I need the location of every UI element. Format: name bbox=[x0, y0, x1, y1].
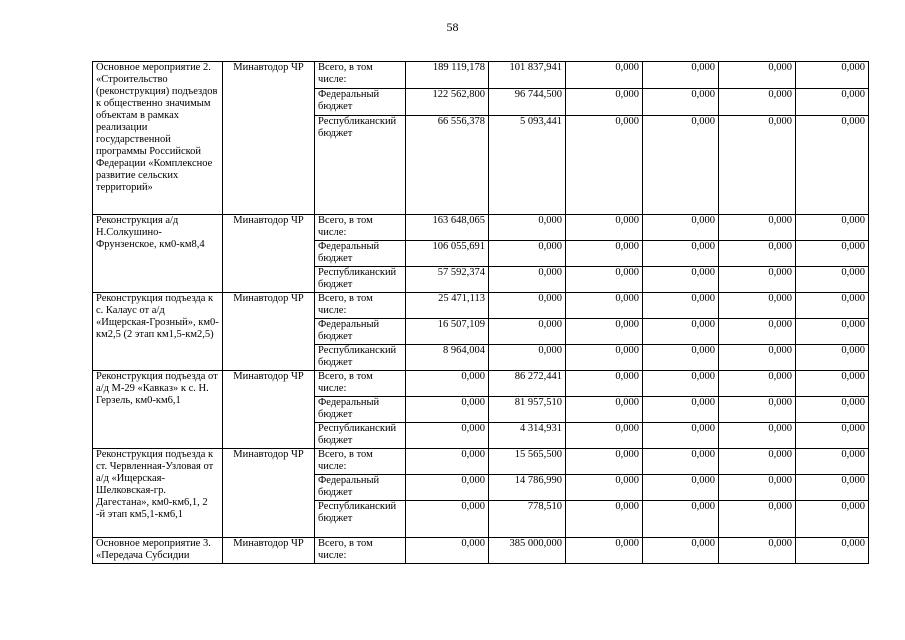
amount-cell: 0,000 bbox=[643, 538, 719, 564]
amount-cell: 0,000 bbox=[406, 501, 489, 538]
amount-cell: 0,000 bbox=[719, 501, 796, 538]
amount-cell: 0,000 bbox=[566, 89, 643, 116]
amount-cell: 0,000 bbox=[796, 319, 869, 345]
amount-cell: 66 556,378 bbox=[406, 116, 489, 215]
funding-source: Республиканский бюджет bbox=[315, 501, 406, 538]
funding-source: Республиканский бюджет bbox=[315, 423, 406, 449]
amount-cell: 0,000 bbox=[796, 501, 869, 538]
amount-cell: 0,000 bbox=[643, 116, 719, 215]
amount-cell: 0,000 bbox=[406, 475, 489, 501]
table-row bbox=[93, 538, 869, 564]
funding-source: Республиканский бюджет bbox=[315, 345, 406, 371]
amount-cell: 0,000 bbox=[406, 371, 489, 397]
amount-cell: 0,000 bbox=[643, 423, 719, 449]
amount-cell: 0,000 bbox=[719, 293, 796, 319]
budget-table bbox=[92, 61, 869, 564]
amount-cell: 0,000 bbox=[566, 475, 643, 501]
amount-cell: 0,000 bbox=[406, 423, 489, 449]
funding-source: Федеральный бюджет bbox=[315, 241, 406, 267]
amount-cell: 0,000 bbox=[489, 215, 566, 241]
amount-cell: 0,000 bbox=[489, 345, 566, 371]
table-row bbox=[93, 215, 869, 241]
amount-cell: 0,000 bbox=[643, 345, 719, 371]
funding-source: Всего, в том числе: bbox=[315, 215, 406, 241]
table-row bbox=[93, 293, 869, 319]
amount-cell: 0,000 bbox=[719, 215, 796, 241]
amount-cell: 0,000 bbox=[566, 319, 643, 345]
amount-cell: 0,000 bbox=[719, 449, 796, 475]
table-row bbox=[93, 62, 869, 89]
amount-cell: 0,000 bbox=[566, 293, 643, 319]
amount-cell: 15 565,500 bbox=[489, 449, 566, 475]
amount-cell: 0,000 bbox=[796, 449, 869, 475]
amount-cell: 4 314,931 bbox=[489, 423, 566, 449]
amount-cell: 0,000 bbox=[643, 241, 719, 267]
amount-cell: 0,000 bbox=[719, 62, 796, 89]
executor: Минавтодор ЧР bbox=[223, 449, 315, 538]
amount-cell: 0,000 bbox=[643, 501, 719, 538]
amount-cell: 96 744,500 bbox=[489, 89, 566, 116]
amount-cell: 0,000 bbox=[719, 423, 796, 449]
amount-cell: 122 562,800 bbox=[406, 89, 489, 116]
amount-cell: 0,000 bbox=[406, 538, 489, 564]
amount-cell: 0,000 bbox=[566, 215, 643, 241]
amount-cell: 0,000 bbox=[643, 62, 719, 89]
amount-cell: 0,000 bbox=[643, 449, 719, 475]
amount-cell: 0,000 bbox=[719, 371, 796, 397]
amount-cell: 0,000 bbox=[796, 423, 869, 449]
amount-cell: 0,000 bbox=[643, 371, 719, 397]
page-number: 58 bbox=[446, 20, 459, 34]
amount-cell: 0,000 bbox=[796, 89, 869, 116]
funding-source: Федеральный бюджет bbox=[315, 475, 406, 501]
funding-source: Всего, в том числе: bbox=[315, 293, 406, 319]
amount-cell: 0,000 bbox=[796, 116, 869, 215]
amount-cell: 0,000 bbox=[796, 345, 869, 371]
funding-source: Федеральный бюджет bbox=[315, 89, 406, 116]
amount-cell: 86 272,441 bbox=[489, 371, 566, 397]
amount-cell: 57 592,374 bbox=[406, 267, 489, 293]
amount-cell: 0,000 bbox=[719, 241, 796, 267]
amount-cell: 0,000 bbox=[406, 449, 489, 475]
table-row bbox=[93, 449, 869, 475]
amount-cell: 0,000 bbox=[796, 62, 869, 89]
amount-cell: 189 119,178 bbox=[406, 62, 489, 89]
measure-name: Реконструкция а/д Н.Солкушино-Фрунзенское, км0-км8,4 bbox=[93, 215, 223, 293]
amount-cell: 0,000 bbox=[719, 116, 796, 215]
amount-cell: 0,000 bbox=[643, 215, 719, 241]
amount-cell: 0,000 bbox=[796, 397, 869, 423]
amount-cell: 101 837,941 bbox=[489, 62, 566, 89]
amount-cell: 778,510 bbox=[489, 501, 566, 538]
amount-cell: 385 000,000 bbox=[489, 538, 566, 564]
amount-cell: 0,000 bbox=[643, 267, 719, 293]
amount-cell: 0,000 bbox=[719, 319, 796, 345]
amount-cell: 0,000 bbox=[566, 449, 643, 475]
amount-cell: 0,000 bbox=[643, 293, 719, 319]
amount-cell: 0,000 bbox=[796, 371, 869, 397]
amount-cell: 0,000 bbox=[796, 215, 869, 241]
amount-cell: 0,000 bbox=[489, 293, 566, 319]
executor: Минавтодор ЧР bbox=[223, 538, 315, 564]
amount-cell: 0,000 bbox=[566, 345, 643, 371]
funding-source: Федеральный бюджет bbox=[315, 319, 406, 345]
amount-cell: 0,000 bbox=[719, 267, 796, 293]
amount-cell: 0,000 bbox=[566, 62, 643, 89]
amount-cell: 0,000 bbox=[489, 267, 566, 293]
amount-cell: 0,000 bbox=[566, 501, 643, 538]
amount-cell: 0,000 bbox=[796, 293, 869, 319]
table-row bbox=[93, 371, 869, 397]
amount-cell: 0,000 bbox=[566, 423, 643, 449]
measure-name: Реконструкция подъезда от а/д М-29 «Кавказ» к с. Н. Герзель, км0-км6,1 bbox=[93, 371, 223, 449]
amount-cell: 0,000 bbox=[719, 475, 796, 501]
executor: Минавтодор ЧР bbox=[223, 62, 315, 215]
amount-cell: 0,000 bbox=[796, 538, 869, 564]
amount-cell: 0,000 bbox=[566, 267, 643, 293]
measure-name: Реконструкция подъезда к ст. Червленная-Узловая от а/д «Ищерская-Шелковская-гр. Дагестана», км0-км6,1, 2 -й этап км5,1-км6,1 bbox=[93, 449, 223, 538]
amount-cell: 14 786,990 bbox=[489, 475, 566, 501]
measure-name: Реконструкция подъезда к с. Калаус от а/д «Ищерская-Грозный», км0-км2,5 (2 этап км1,5-км2,5) bbox=[93, 293, 223, 371]
amount-cell: 0,000 bbox=[566, 538, 643, 564]
amount-cell: 5 093,441 bbox=[489, 116, 566, 215]
amount-cell: 16 507,109 bbox=[406, 319, 489, 345]
amount-cell: 8 964,004 bbox=[406, 345, 489, 371]
amount-cell: 163 648,065 bbox=[406, 215, 489, 241]
amount-cell: 0,000 bbox=[566, 241, 643, 267]
funding-source: Федеральный бюджет bbox=[315, 397, 406, 423]
executor: Минавтодор ЧР bbox=[223, 215, 315, 293]
funding-source: Всего, в том числе: bbox=[315, 371, 406, 397]
amount-cell: 0,000 bbox=[643, 319, 719, 345]
measure-name: Основное мероприятие 3. «Передача Субсидии bbox=[93, 538, 223, 564]
amount-cell: 0,000 bbox=[719, 345, 796, 371]
amount-cell: 0,000 bbox=[489, 319, 566, 345]
amount-cell: 0,000 bbox=[489, 241, 566, 267]
amount-cell: 0,000 bbox=[643, 397, 719, 423]
funding-source: Всего, в том числе: bbox=[315, 62, 406, 89]
executor: Минавтодор ЧР bbox=[223, 371, 315, 449]
amount-cell: 25 471,113 bbox=[406, 293, 489, 319]
amount-cell: 0,000 bbox=[643, 475, 719, 501]
amount-cell: 0,000 bbox=[796, 267, 869, 293]
funding-source: Республиканский бюджет bbox=[315, 116, 406, 215]
amount-cell: 0,000 bbox=[566, 116, 643, 215]
amount-cell: 0,000 bbox=[719, 538, 796, 564]
amount-cell: 81 957,510 bbox=[489, 397, 566, 423]
funding-source: Всего, в том числе: bbox=[315, 538, 406, 564]
amount-cell: 0,000 bbox=[719, 89, 796, 116]
amount-cell: 0,000 bbox=[406, 397, 489, 423]
amount-cell: 0,000 bbox=[566, 371, 643, 397]
amount-cell: 0,000 bbox=[796, 241, 869, 267]
executor: Минавтодор ЧР bbox=[223, 293, 315, 371]
amount-cell: 0,000 bbox=[566, 397, 643, 423]
funding-source: Республиканский бюджет bbox=[315, 267, 406, 293]
amount-cell: 0,000 bbox=[796, 475, 869, 501]
amount-cell: 0,000 bbox=[643, 89, 719, 116]
measure-name: Основное мероприятие 2. «Строительство (реконструкция) подъездов к общественно значимым объектам в рамках реализации государственной программы Российской Федерации «Комплексное развитие сельских территорий» bbox=[93, 62, 223, 215]
funding-source: Всего, в том числе: bbox=[315, 449, 406, 475]
amount-cell: 106 055,691 bbox=[406, 241, 489, 267]
amount-cell: 0,000 bbox=[719, 397, 796, 423]
